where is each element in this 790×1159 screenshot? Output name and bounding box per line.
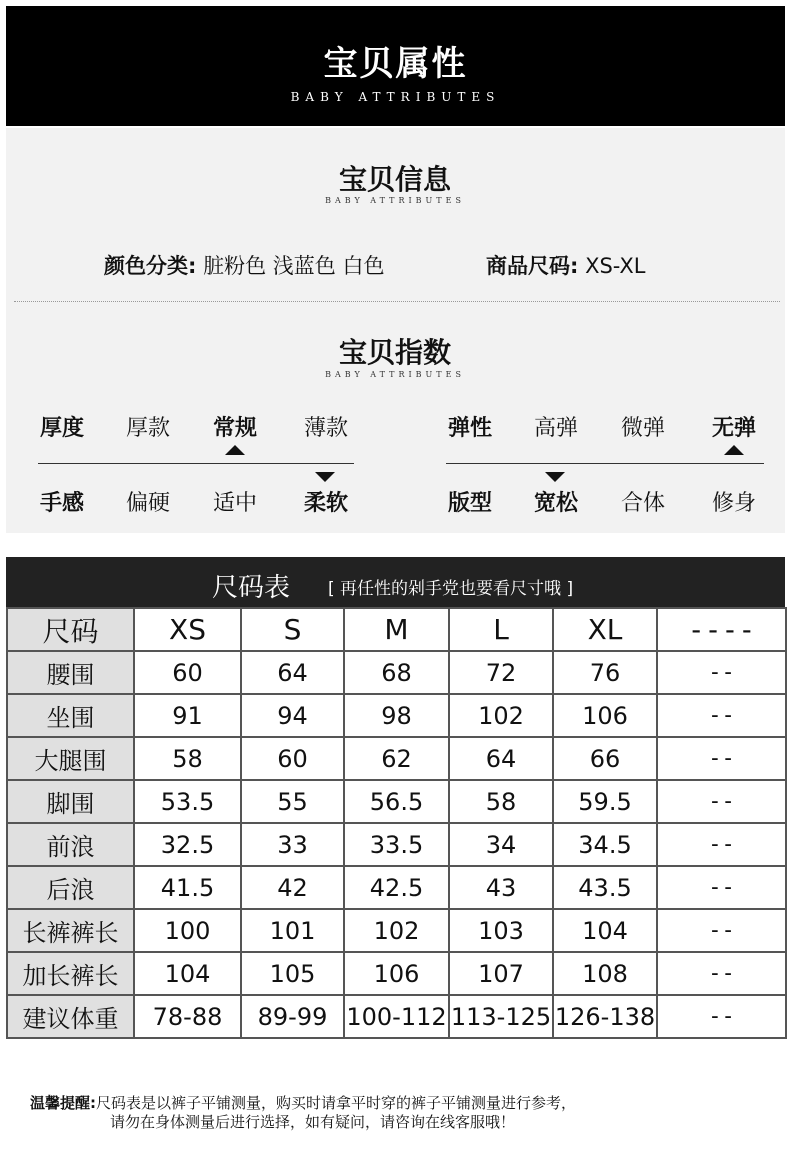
table-cell: 34.5: [553, 823, 657, 866]
table-cell: 43.5: [553, 866, 657, 909]
feel-option: 适中: [212, 491, 257, 516]
table-cell: 106: [344, 952, 449, 995]
table-cell: 58: [134, 737, 241, 780]
size-table-header: [6, 557, 785, 607]
table-cell: 60: [134, 651, 241, 694]
table-cell: 104: [553, 909, 657, 952]
table-cell: --: [657, 866, 786, 909]
table-cell: 107: [449, 952, 553, 995]
table-cell: 76: [553, 651, 657, 694]
table-cell: 42.5: [344, 866, 449, 909]
table-cell: 53.5: [134, 780, 241, 823]
column-header: L: [449, 608, 553, 651]
divider-line: [38, 463, 354, 464]
index-section-subtitle: BABY ATTRIBUTES: [325, 370, 465, 379]
table-cell: 106: [553, 694, 657, 737]
table-cell: 101: [241, 909, 344, 952]
divider: [14, 301, 780, 302]
fit-option: 合体: [620, 491, 665, 516]
table-cell: 78-88: [134, 995, 241, 1038]
page-subtitle: BABY ATTRIBUTES: [290, 90, 501, 104]
table-cell: 98: [344, 694, 449, 737]
fit-option: 修身: [711, 491, 756, 516]
thickness-label: 厚度: [39, 416, 84, 441]
table-cell: 113-125: [449, 995, 553, 1038]
size-grid: [6, 607, 787, 1039]
table-cell: --: [657, 823, 786, 866]
table-row: [7, 823, 786, 866]
reminder-label: 温馨提醒:: [30, 1094, 96, 1112]
table-row: [7, 995, 786, 1038]
table-cell: 105: [241, 952, 344, 995]
size-info: [486, 250, 645, 280]
column-header: XL: [553, 608, 657, 651]
table-cell: 56.5: [344, 780, 449, 823]
table-cell: 89-99: [241, 995, 344, 1038]
row-header: 坐围: [7, 694, 134, 737]
table-cell: 126-138: [553, 995, 657, 1038]
table-row: [7, 737, 786, 780]
table-header-row: [7, 608, 786, 651]
table-cell: --: [657, 909, 786, 952]
reminder-note: [30, 1094, 576, 1132]
row-header: 腰围: [7, 651, 134, 694]
thickness-option: 厚款: [125, 416, 170, 441]
info-section-subtitle: BABY ATTRIBUTES: [325, 196, 465, 205]
column-header: ----: [657, 608, 786, 651]
page-title: 宝贝属性: [323, 44, 468, 84]
table-cell: 32.5: [134, 823, 241, 866]
table-cell: 62: [344, 737, 449, 780]
size-table-note: [ 再任性的剁手党也要看尺寸哦 ]: [328, 579, 574, 599]
selected-marker-down-icon: [315, 472, 335, 482]
table-row: [7, 866, 786, 909]
selected-marker-up-icon: [724, 445, 744, 455]
info-section-title: 宝贝信息: [338, 163, 451, 196]
color-value: 脏粉色 浅蓝色 白色: [203, 254, 385, 278]
color-info: [104, 250, 384, 280]
reminder-line: 尺码表是以裤子平铺测量，购买时请拿平时穿的裤子平铺测量进行参考，: [96, 1094, 577, 1112]
table-cell: 108: [553, 952, 657, 995]
table-cell: 41.5: [134, 866, 241, 909]
table-row: [7, 952, 786, 995]
table-cell: 68: [344, 651, 449, 694]
table-row: [7, 909, 786, 952]
column-header: 尺码: [7, 608, 134, 651]
table-cell: 103: [449, 909, 553, 952]
thickness-option: 薄款: [303, 416, 348, 441]
table-cell: 64: [449, 737, 553, 780]
table-row: [7, 780, 786, 823]
table-cell: --: [657, 737, 786, 780]
table-cell: --: [657, 694, 786, 737]
fit-option-selected: 宽松: [533, 491, 578, 516]
table-cell: 72: [449, 651, 553, 694]
table-cell: 60: [241, 737, 344, 780]
table-cell: 58: [449, 780, 553, 823]
table-cell: --: [657, 780, 786, 823]
row-header: 后浪: [7, 866, 134, 909]
table-cell: 55: [241, 780, 344, 823]
table-cell: 100: [134, 909, 241, 952]
table-cell: 104: [134, 952, 241, 995]
row-header: 前浪: [7, 823, 134, 866]
thickness-option-selected: 常规: [212, 416, 257, 441]
size-table: [6, 557, 785, 1039]
table-row: [7, 651, 786, 694]
color-label: 颜色分类:: [104, 254, 197, 278]
fit-label: 版型: [447, 491, 492, 516]
row-header: 建议体重: [7, 995, 134, 1038]
column-header: S: [241, 608, 344, 651]
table-cell: 102: [449, 694, 553, 737]
table-cell: 66: [553, 737, 657, 780]
elasticity-option-selected: 无弹: [711, 416, 756, 441]
column-header: M: [344, 608, 449, 651]
table-cell: 100-112: [344, 995, 449, 1038]
table-cell: 102: [344, 909, 449, 952]
row-header: 脚围: [7, 780, 134, 823]
feel-option: 偏硬: [125, 491, 170, 516]
header-banner: [6, 6, 785, 126]
selected-marker-up-icon: [225, 445, 245, 455]
index-section-title: 宝贝指数: [338, 336, 451, 369]
size-value: XS-XL: [585, 254, 646, 278]
feel-option-selected: 柔软: [303, 491, 348, 516]
table-cell: 33: [241, 823, 344, 866]
table-cell: 34: [449, 823, 553, 866]
selected-marker-down-icon: [545, 472, 565, 482]
table-cell: 33.5: [344, 823, 449, 866]
reminder-line: 请勿在身体测量后进行选择，如有疑问，请咨询在线客服哦！: [110, 1113, 516, 1131]
divider-line: [446, 463, 764, 464]
row-header: 长裤裤长: [7, 909, 134, 952]
table-cell: 94: [241, 694, 344, 737]
size-table-title: 尺码表: [212, 573, 291, 603]
table-cell: --: [657, 651, 786, 694]
table-cell: 42: [241, 866, 344, 909]
table-cell: --: [657, 952, 786, 995]
table-cell: --: [657, 995, 786, 1038]
row-header: 加长裤长: [7, 952, 134, 995]
table-cell: 91: [134, 694, 241, 737]
table-cell: 64: [241, 651, 344, 694]
table-cell: 59.5: [553, 780, 657, 823]
elasticity-option: 高弹: [533, 416, 578, 441]
column-header: XS: [134, 608, 241, 651]
elasticity-label: 弹性: [447, 416, 492, 441]
table-row: [7, 694, 786, 737]
feel-label: 手感: [39, 491, 84, 516]
table-cell: 43: [449, 866, 553, 909]
size-label: 商品尺码:: [486, 254, 579, 278]
elasticity-option: 微弹: [620, 416, 665, 441]
row-header: 大腿围: [7, 737, 134, 780]
